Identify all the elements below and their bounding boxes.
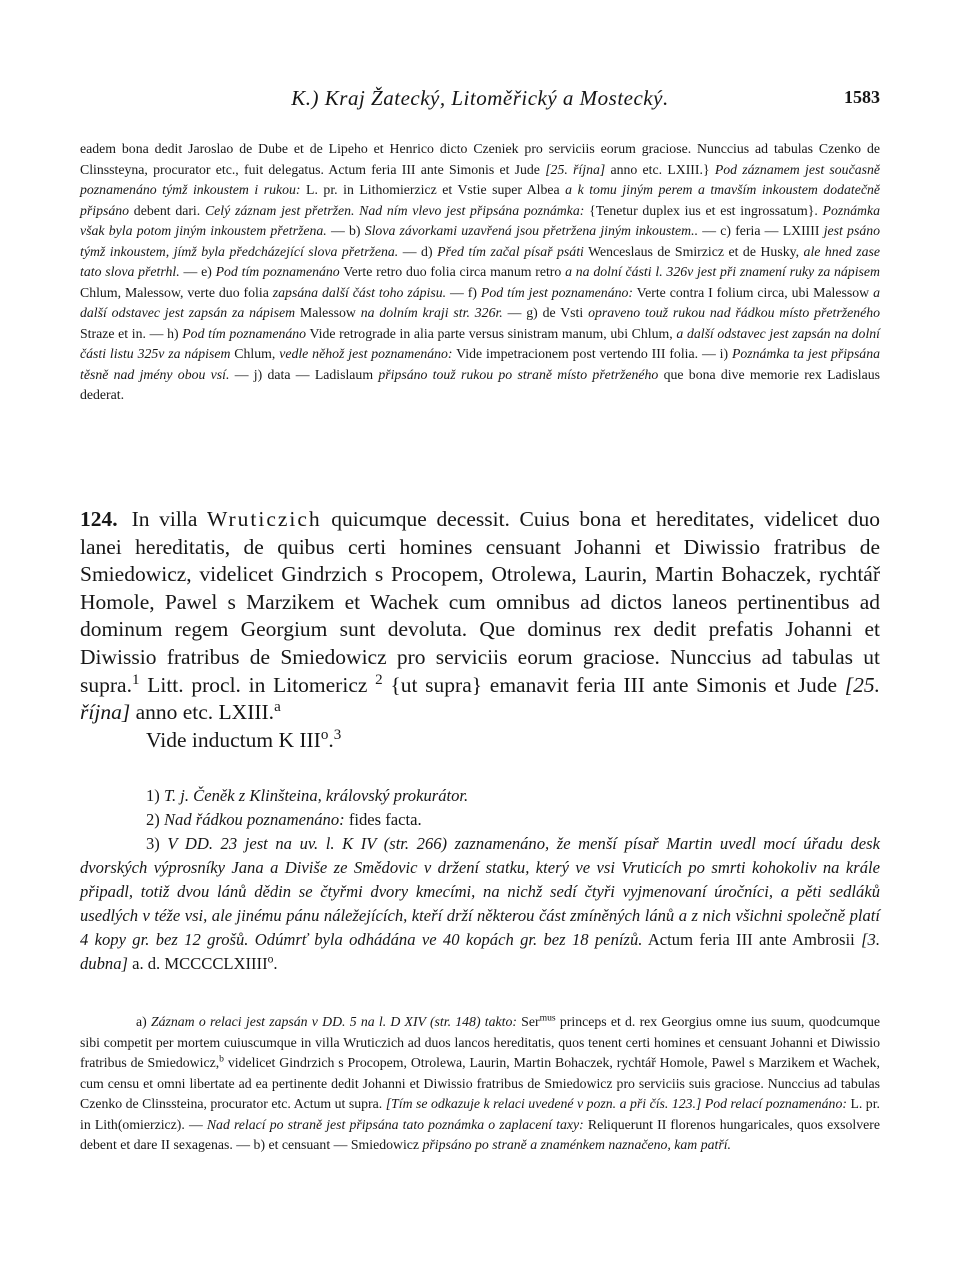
text-run: T. j. Čeněk z Klinšteina, královský prokurátor. [163,786,469,805]
text-run: 3) [146,834,160,853]
text-run: 3 [333,726,342,743]
text-run: zapsána další část toho zápisu. [272,284,447,300]
text-run: Malessow [295,305,361,320]
text-run: data — Ladislaum [267,366,379,382]
text-run: 2) [146,810,160,829]
text-run: [25. října] [545,161,606,177]
text-run: mus [539,1012,556,1024]
text-run: L. pr. in Lithomierzicz et Vstie super Albea [300,182,566,197]
text-run: na dolním kraji str. 326r. [360,305,503,320]
text-run: Záznam o relaci jest zapsán v DD. 5 na l. D XIV (str. 148) takto: [150,1014,517,1029]
notes-top [80,139,880,406]
text-run: Vide inductum K III [146,727,321,752]
text-run: Nad řádkou poznamenáno: [163,810,345,829]
text-run: videlicet Gindrzich s Procopem, Otrolewa, Laurin, Martin Bohaczek, rychtář Homole, Pawel s Marzikem et Wachek, cum censu et omni libertate ad ea pertinente dedit Johanni et Diwissio fratribus de Smiedowicz pro serviciis suis graciose. Nunccius ad tabulas Czenko de Clinssteina, procurator etc. Actum ut supra. [80,1055,880,1111]
text-run: [25. října] [80,672,880,725]
text-run: Nad relací po straně jest připsána tato poznámka o zaplacení taxy: [206,1116,584,1132]
text-run: In villa [131,507,208,531]
text-run: 1 [131,671,140,688]
entry-number: 124. [80,507,118,531]
text-run: que bona dive memorie rex Ladislaus dederat. [80,366,880,402]
text-run: vedle něhož jest poznamenáno: [279,346,453,361]
text-run: — c) [698,223,736,238]
text-run: feria — LXIIII [735,223,824,238]
text-run: debent dari. [129,202,205,218]
text-run: Chlum, Malessow, verte duo folia [80,284,273,300]
text-run: 2 [375,671,383,688]
text-run: [Tím se odkazuje k relaci uvedené v pozn. a při čís. 123.] Pod relací poznamenáno: [385,1096,847,1111]
footnote-2 [80,808,880,832]
text-run: Pod tím poznamenáno [215,264,340,279]
text-run: — b) [326,223,365,238]
page-number: 1583 [844,87,880,107]
entry-124 [80,506,880,754]
text-run: Verte contra I folium circa, ubi Malessow [632,284,874,300]
text-run: — b) [232,1137,269,1152]
vide-line [146,728,341,752]
text-run: Celý záznam jest přetržen. Nad ním vlevo jest připsána poznámka: [204,202,585,218]
text-run: — h) [145,325,183,341]
text-run: a. d. MCCCCLXIIII [127,954,268,973]
text-run: fides facta. [344,810,422,829]
text-run: 1) [146,786,160,805]
text-run: et censuant — Smiedowicz [268,1137,423,1152]
text-run: L. pr. in Lith(omierzicz). — [80,1096,880,1132]
text-run: Vide retrograde in alia parte versus sinistram manum, ubi Chlum, [306,325,677,341]
text-run: Pod záznamem jest současně poznamenáno týmž inkoustem i rukou: [80,161,880,197]
text-run: eadem bona dedit Jaroslao de Dube et de Lipeho et Henrico dicto Czeniek pro serviciis eorum graciose. Nunccius ad tabulas Czenko de Clinssteyna, procurator etc., fuit delegatus. Actum feria III ante Simonis et Jude [80,141,880,177]
text-run: o [320,726,329,743]
text-run: de Vsti [542,305,589,320]
footnote-1 [80,784,880,808]
text-run: a další odstavec jest zapsán za nápisem [80,284,880,320]
text-run: Slova závorkami uzavřená jsou přetržena jiným inkoustem.. [364,223,699,238]
text-run: anno etc. LXIII. [130,700,275,725]
text-run: princeps et d. rex Georgius omne ius suum, quodcumque sibi competit per mortem cuiuscumque in villa Wruticzich ad duos lancos hereditatis, quos tenent certi homines et censuant Johanni et Diwissio fratribus de Smiedowicz, [80,1014,880,1070]
text-run: Ser [516,1014,540,1029]
text-run: [3. dubna] [80,930,880,973]
text-run: . [273,954,278,973]
text-run: připsáno po straně a znaménkem naznačeno, kam patří. [422,1137,731,1152]
text-run: Vide impetracionem post vertendo III folia. [452,346,699,361]
text-run: b [219,1053,224,1065]
text-run: V DD. 23 jest na uv. l. K IV (str. 266) zaznamenáno, že menší písař Martin uvedl mocí úřadu desk dvorských výprosníky Jana a Diviše ze Smědovic v držení statku, který ve vsi Vruticích po smrti kohokoliv na krále připadl, totiž dvou lánů dědin se čtyřmi dvory kmecími, na nichž sedí čtyři vyjmenovaní úročníci, a pěti sedláků usedlých v téže vsi, ale jinému pánu náležejících, kteří drží některou část zmíněných lánů a z nich všichni společně platí 4 kopy gr. bez 12 grošů. Odúmrť byla odhádána ve 40 kopách gr. bez 18 penízů. [80,834,880,949]
text-run: — g) [502,305,543,320]
page-header [80,86,880,116]
text-run: — j) [229,366,268,382]
place-name: Wruticzich [207,507,322,531]
text-run: {ut supra} emanavit feria III ante Simonis et Jude [382,672,845,697]
text-run: — e) [179,264,216,279]
text-run: Straze et in. [80,325,146,341]
text-run: a na dolní části l. 326v jest při znamení ruky za nápisem [565,264,880,279]
text-run: Actum feria III ante Ambrosii [642,930,862,949]
text-run: — d) [398,243,438,259]
text-run: Poznámka však byla potom jiným inkoustem přetržena. [80,202,880,238]
text-run: a další odstavec jest zapsán na dolní části listu 325v za nápisem [80,325,881,361]
text-run: a) [136,1014,151,1029]
text-run: Reliquerunt II florenos hungaricales, quos exsolvere debent et dare II sexagenas. [80,1116,880,1152]
text-run: Pod tím poznamenáno [182,325,307,341]
text-run: — f) [446,284,481,300]
text-run: Wenceslaus de Smirzicz et de Husky, [583,243,804,259]
text-run: jest psáno týmž inkoustem, jímž byla předcházející slova přetržena. [80,223,881,259]
text-run: Pod tím jest poznamenáno: [480,284,633,300]
text-run: o [267,952,274,966]
text-run: ale hned zase tato slova přetrhl. [80,243,880,279]
text-run: Chlum, [230,346,280,361]
notes-bottom [80,1012,880,1156]
text-run: . [328,727,334,752]
text-run: {Tenetur duplex ius et est ingrossatum}. [584,202,823,218]
text-run: anno etc. LXIII.} [605,161,715,177]
text-run: quicumque decessit. Cuius bona et hereditates, videlicet duo lanei hereditatis, de quibus certi homines censuant Johanni et Diwissio fratribus de Smiedowicz, videlicet Gindrzich s Procopem, Otrolewa, Laurin, Martin Bohaczek, rychtář Homole, Pawel s Marzikem et Wachek cum omnibus ad dictos laneos pertinentibus ad dominum regem Georgium sunt devoluta. Que dominus rex dedit prefatis Johanni et Diwissio fratribus de Smiedowicz pro serviciis eorum graciose. Nunccius ad tabulas ut supra. [80,507,880,697]
running-title: K.) Kraj Žatecký, Litoměřický a Mostecký. [291,86,669,110]
text-run: opraveno touž rukou nad řádkou místo přetrženého [588,305,881,320]
text-run: Litt. procl. in Litomericz [139,672,376,697]
text-run: — i) [698,346,732,361]
text-run: Před tím začal písař psáti [437,243,584,259]
text-run: připsáno touž rukou po straně místo přetrženého [378,366,659,382]
text-run: a k tomu jiným perem a tmavším inkoustem dodatečně připsáno [80,182,880,218]
text-run: a [274,699,281,715]
footnote-3 [80,832,880,976]
text-run: Verte retro duo folia circa manum retro [339,264,566,279]
text-run: Poznámka ta jest připsána těsně nad jmény obou vsí. [80,346,881,382]
